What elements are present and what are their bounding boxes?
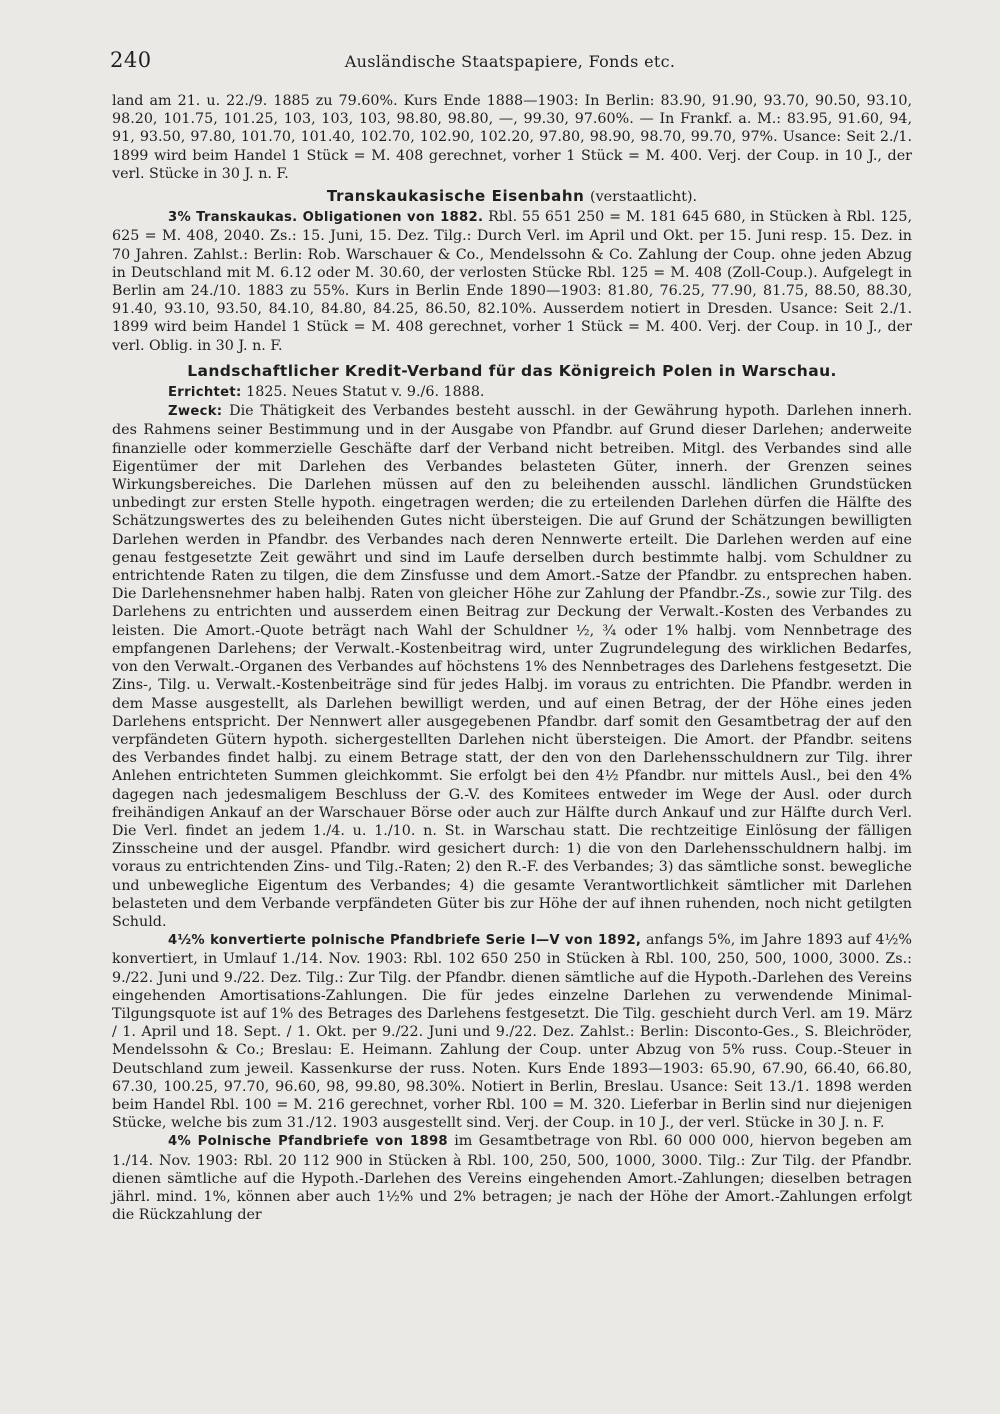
section-title-text: Landschaftlicher Kredit-Verband für das Königreich Polen in Warschau. bbox=[187, 361, 837, 380]
bond-text-transkaukas: Rbl. 55 651 250 = M. 181 645 680, in Stücken à Rbl. 125, 625 = M. 408, 2040. Zs.: 15. Juni, 15. Dez. Tilg.: Durch Verl. im April und Okt. per 15. Juni resp. 15. Dez. in 70 Jahren. Zahlst.: Berlin: Rob. Warschauer & Co., Mendelssohn & Co. Zahlung der Coup. ohne jeden Abzug in Deutschland mit M. 6.12 oder M. 30.60, der verlosten Stücke Rbl. 125 = M. 408 (Zoll-Coup.). Aufgelegt in Berlin am 24./10. 1883 zu 55%. Kurs in Berlin Ende 1890—1903: 81.80, 76.25, 77.90, 81.75, 88.50, 88.30, 91.40, 93.10, 93.50, 84.10, 84.80, 84.25, 86.50, 82.10%. Ausserdem notiert in Dresden. Usance: Seit 2./1. 1899 wird beim Handel 1 Stück = M. 408 gerechnet, vorher 1 Stück = M. 400. Verj. der Coup. in 10 J., der verl. Oblig. in 30 J. n. F. bbox=[112, 209, 913, 354]
running-title: Ausländische Staatspapiere, Fonds etc. bbox=[344, 52, 676, 71]
intro-paragraph: land am 21. u. 22./9. 1885 zu 79.60%. Kurs Ende 1888—1903: In Berlin: 83.90, 91.90, 93.70, 90.50, 93.10, 98.20, 101.75, 101.25, 103, 103, 103, 98.80, 98.80, —, 99.30, 97.60%. — In Frankf. a. M.: 83.95, 91.60, 94, 91, 93.50, 97.80, 101.70, 101.40, 102.70, 102.90, 102.20, 97.80, 98.90, 98.70, 99.70, 97%. Usance: Seit 2./1. 1899 wird beim Handel 1 Stück = M. 408 gerechnet, vorher 1 Stück = M. 400. Verj. der Coup. in 10 J., der verl. Stücke in 30 J. n. F. bbox=[112, 93, 912, 182]
errichtet-label: Errichtet: bbox=[168, 385, 242, 401]
bond-lead-1892: 4½% konvertierte polnische Pfandbriefe Serie I—V von 1892, bbox=[168, 933, 642, 949]
section-title-note: (verstaatlicht). bbox=[590, 189, 698, 206]
zweck-text: Die Thätigkeit des Verbandes besteht ausschl. in der Gewährung hypoth. Darlehen innerh. des Rahmens seiner Bestimmung und in der Ausgabe von Pfandbr. auf Grund dieser Darlehen; anderweite finanzielle oder kommerzielle Geschäfte darf der Verband nicht betreiben. Mitgl. des Verbandes sind alle Eigentümer der mit Darlehen des Verbandes belasteten Güter, innerh. der Grenzen seines Wirkungsbereiches. Die Darlehen müssen auf den zu beleihenden ausschl. ländlichen Grundstücken unbedingt zur ersten Stelle hypoth. eingetragen werden; die zu erteilenden Darlehen dürfen die Hälfte des Schätzungswertes des zu beleihenden Gutes nicht übersteigen. Die auf Grund der Schätzungen bewilligten Darlehen werden in Pfandbr. des Verbandes nach deren Nennwerte erteilt. Die Darlehen werden auf eine genau festgesetzte Zeit gewährt und sind im Laufe derselben durch bestimmte halbj. vom Schuldner zu entrichtende Raten zu tilgen, die dem Zinsfusse und dem Amort.-Satze der Pfandbr. zu entsprechen haben. Die Darlehensnehmer haben halbj. Raten von gleicher Höhe zur Zahlung der Pfandbr.-Zs., sowie zur Tilg. des Darlehens zu entrichten und ausserdem einen Beitrag zur Deckung der Verwalt.-Kosten des Verbandes zu leisten. Die Amort.-Quote beträgt nach Wahl der Schuldner ½, ¾ oder 1% halbj. vom Nennbetrage des empfangenen Darlehens; der Verwalt.-Kostenbeitrag wird, unter Zugrundelegung des wirklichen Bedarfes, von den Verwalt.-Organen des Verbandes auf höchstens 1% des Nennbetrages des Darlehens festgesetzt. Die Zins-, Tilg. u. Verwalt.-Kostenbeiträge sind für jedes Halbj. im voraus zu entrichten. Die Pfandbr. werden in dem Masse ausgestellt, als Darlehen bewilligt werden, und auf einen Betrag, der der Höhe eines jeden Darlehens entspricht. Der Nennwert aller ausgegebenen Pfandbr. darf somit den Gesamtbetrag der auf den verpfändeten Gütern hypoth. sichergestellten Darlehen nicht übersteigen. Die Amort. der Pfandbr. seitens des Verbandes findet halbj. zu einem Betrage statt, der den von den Darlehensschuldnern zur Tilg. ihrer Anlehen entrichteten Summen gleichkommt. Sie erfolgt bei den 4½ Pfandbr. nur mittels Ausl., bei den 4% dagegen nach jedesmaligem Beschluss der G.-V. des Komitees entweder im Wege der Ausl. oder durch freihändigen Ankauf an der Warschauer Börse oder auch zur Hälfte durch Ankauf und zur Hälfte durch Verl. Die Verl. findet an jedem 1./4. u. 1./10. n. St. in Warschau statt. Die rechtzeitige Einlösung der fälligen Zinsscheine und der ausgel. Pfandbr. wird gesichert durch: 1) die von den Darlehensschuldnern halbj. im voraus zu entrichtenden Zins- und Tilg.-Raten; 2) den R.-F. des Verbandes; 3) das sämtliche sonst. bewegliche und unbewegliche Eigentum des Verbandes; 4) die gesamte Verantwortlichkeit sämtlicher mit Darlehen belasteten und dem Verbande verpfändeten Güter bis zur Höhe der auf ihnen ruhenden, noch nicht getilgten Schuld. bbox=[112, 403, 913, 930]
zweck-paragraph bbox=[112, 402, 912, 931]
errichtet-paragraph bbox=[112, 383, 912, 402]
section-title-transkaukasische bbox=[112, 187, 912, 206]
page-number: 240 bbox=[110, 48, 152, 72]
transkaukasische-paragraph bbox=[112, 208, 912, 355]
bond-text-1892: anfangs 5%, im Jahre 1893 auf 4½% konvertiert, in Umlauf 1./14. Nov. 1903: Rbl. 102 650 250 in Stücken à Rbl. 100, 250, 500, 1000, 3000. Zs.: 9./22. Juni und 9./22. Dez. Tilg.: Zur Tilg. der Pfandbr. dienen sämtliche auf die Hypoth.-Darlehen des Vereins eingehenden Amortisations-Zahlungen. Die für jedes einzelne Darlehen zu verwendende Minimal-Tilgungsquote ist auf 1% des Betrages des Darlehens festgesetzt. Die Tilg. geschieht durch Verl. am 19. März / 1. April und 18. Sept. / 1. Okt. per 9./22. Juni und 9./22. Dez. Zahlst.: Berlin: Disconto-Ges., S. Bleichröder, Mendelssohn & Co.; Breslau: E. Heimann. Zahlung der Coup. unter Abzug von 5% russ. Coup.-Steuer in Deutschland zum jeweil. Kassenkurse der russ. Noten. Kurs Ende 1893—1903: 65.90, 67.90, 66.40, 66.80, 67.30, 100.25, 97.70, 96.60, 98, 99.80, 98.30%. Notiert in Berlin, Breslau. Usance: Seit 13./1. 1898 werden beim Handel Rbl. 100 = M. 216 gerechnet, vorher Rbl. 100 = M. 320. Lieferbar in Berlin sind nur diejenigen Stücke, welche bis zum 31./12. 1903 ausgestellt sind. Verj. der Coup. in 10 J., der verl. Stücke in 30 J. n. F. bbox=[112, 932, 912, 1132]
section-title-text: Transkaukasische Eisenbahn bbox=[326, 187, 585, 206]
bond-lead-1898: 4% Polnische Pfandbriefe von 1898 bbox=[168, 1134, 448, 1150]
pfandbriefe-1898-paragraph bbox=[112, 1132, 912, 1224]
bond-lead-transkaukas: 3% Transkaukas. Obligationen von 1882. bbox=[168, 210, 484, 226]
page-header bbox=[110, 48, 910, 78]
pfandbriefe-1892-paragraph bbox=[112, 931, 912, 1132]
bond-text-1898: im Gesamtbetrage von Rbl. 60 000 000, hiervon begeben am 1./14. Nov. 1903: Rbl. 20 112 900 in Stücken à Rbl. 100, 250, 500, 1000, 3000. Tilg.: Zur Tilg. der Pfandbr. dienen sämtliche auf die Hypoth.-Darlehen des Vereins eingehenden Amort.-Zahlungen; dieselben betragen jährl. mind. 1%, können aber auch 1½% und 2% betragen; je nach der Höhe der Amort.-Zahlungen erfolgt die Rückzahlung der bbox=[112, 1133, 912, 1224]
page-body bbox=[112, 92, 912, 1224]
zweck-label: Zweck: bbox=[168, 404, 223, 420]
errichtet-text: 1825. Neues Statut v. 9./6. 1888. bbox=[246, 384, 485, 401]
section-title-landschaftlicher bbox=[112, 362, 912, 381]
